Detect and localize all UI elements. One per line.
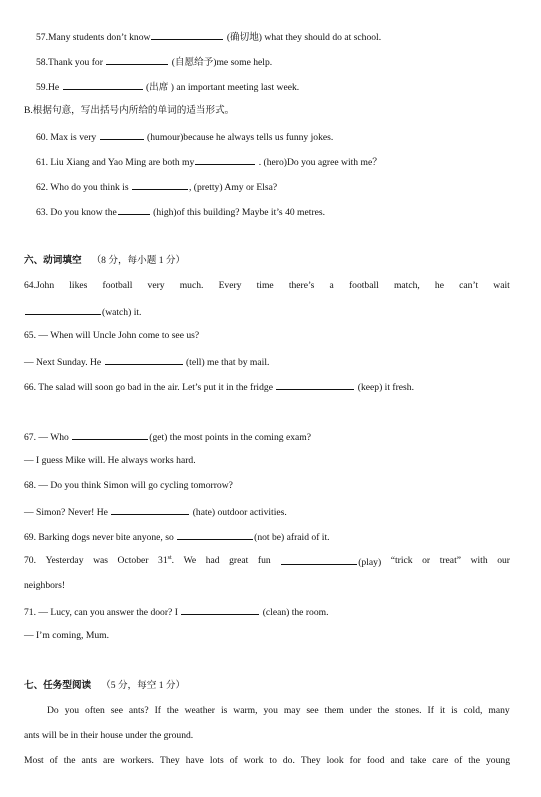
question-67: 67. — Who (get) the most points in the coming exam?	[24, 432, 311, 443]
answer-blank[interactable]	[63, 80, 143, 90]
question-68-prompt: 68. — Do you think Simon will go cycling tomorrow?	[24, 480, 233, 491]
question-68-answer: — Simon? Never! He (hate) outdoor activities.	[24, 507, 287, 518]
answer-blank[interactable]	[72, 430, 148, 440]
question-70-line2: neighbors!	[24, 580, 66, 591]
answer-blank[interactable]	[105, 355, 183, 365]
question-67-answer: — I guess Mike will. He always works hard.	[24, 455, 196, 466]
section-7-heading: 七、任务型阅读 （5 分，每空 1 分）	[24, 680, 186, 691]
question-71-answer: — I’m coming, Mum.	[24, 630, 110, 641]
answer-blank[interactable]	[281, 555, 357, 565]
question-59: 59.He (出席 ) an important meeting last week.	[36, 82, 300, 93]
section-6-heading: 六、动词填空 （8 分，每小题 1 分）	[24, 255, 186, 266]
question-69: 69. Barking dogs never bite anyone, so (not be) afraid of it.	[24, 532, 330, 543]
question-58: 58.Thank you for (自愿给予)me some help.	[36, 57, 273, 68]
question-66: 66. The salad will soon go bad in the air. Let’s put it in the fridge (keep) it fresh.	[24, 382, 414, 393]
question-70-line1: 70. Yesterday was October 31st. We had great fun (play) “trick or treat” with our	[24, 554, 510, 568]
question-57: 57.Many students don’t know (确切地) what they should do at school.	[36, 32, 382, 43]
answer-blank[interactable]	[177, 530, 253, 540]
answer-blank[interactable]	[118, 205, 150, 215]
answer-blank[interactable]	[181, 605, 259, 615]
answer-blank[interactable]	[106, 55, 168, 65]
question-64-line1: 64.John likes football very much. Every time there’s a football match, he can’t wait	[24, 280, 510, 291]
question-62: 62. Who do you think is , (pretty) Amy or Elsa?	[36, 182, 278, 193]
question-64-line2: (watch) it.	[24, 305, 141, 319]
part-b-heading: B.根据句意，写出括号内所给的单词的适当形式。	[24, 105, 235, 116]
question-65-answer: — Next Sunday. He (tell) me that by mail.	[24, 357, 270, 368]
answer-blank[interactable]	[132, 180, 188, 190]
question-65-prompt: 65. — When will Uncle John come to see us?	[24, 330, 200, 341]
answer-blank[interactable]	[195, 155, 255, 165]
answer-blank[interactable]	[276, 380, 354, 390]
answer-blank[interactable]	[100, 130, 144, 140]
question-71: 71. — Lucy, can you answer the door? I (clean) the room.	[24, 607, 329, 618]
answer-blank[interactable]	[25, 305, 101, 315]
reading-paragraph-1-line2: ants will be in their house under the ground.	[24, 730, 194, 741]
reading-paragraph-2-line1: Most of the ants are workers. They have lots of work to do. They look for food and take care of the young	[24, 755, 510, 766]
question-60: 60. Max is very (humour)because he always tells us funny jokes.	[36, 132, 334, 143]
answer-blank[interactable]	[151, 30, 223, 40]
question-61: 61. Liu Xiang and Yao Ming are both my . (hero)Do you agree with me？	[36, 157, 382, 168]
question-63: 63. Do you know the (high)of this building? Maybe it’s 40 metres.	[36, 207, 326, 218]
answer-blank[interactable]	[111, 505, 189, 515]
reading-paragraph-1-line1: Do you often see ants? If the weather is warm, you may see them under the stones. If it is cold, many	[47, 705, 510, 716]
